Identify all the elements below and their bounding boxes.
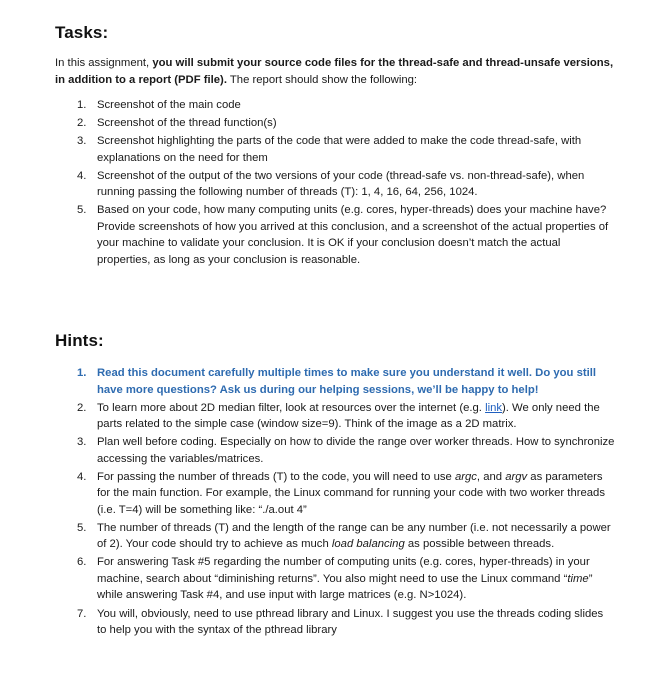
task-item [55, 97, 615, 114]
hint-item [55, 606, 615, 639]
hint-item [55, 400, 615, 433]
task-item [55, 168, 615, 201]
hint-text-mid: , and [476, 470, 506, 483]
hint-text-pre: For passing the number of threads (T) to the code, you will need to use [97, 470, 455, 483]
hint-text-pre: The number of threads (T) and the length of the range can be any number (i.e. not necessarily a power of 2). Your code should try to achieve as much [97, 521, 611, 551]
hint-text-post: as possible between threads. [404, 538, 555, 551]
task-text: Screenshot highlighting the parts of the code that were added to make the code thread-safe, with explanations on the need for them [97, 135, 582, 164]
hint-text-pre: To learn more about 2D median filter, look at resources over the internet (e.g. [97, 401, 486, 414]
hint-item [55, 554, 615, 604]
hint-text-post: ). We only need the parts related to the simple case (window size=9). Think of the image as a 2D matrix. [97, 401, 600, 431]
task-number: 3. [77, 135, 87, 148]
task-number: 4. [77, 169, 87, 182]
hint-number: 7. [77, 607, 87, 620]
hint-text: Plan well before coding. Especially on how to divide the range over worker threads. How to synchronize accessing the variables/matrices. [97, 436, 615, 465]
hint-item [55, 520, 615, 553]
hint-item [55, 434, 615, 467]
intro-suffix: The report should show the following: [226, 73, 418, 86]
hint-number: 6. [77, 556, 87, 569]
task-item [55, 133, 615, 166]
load-balancing-term: load balancing [331, 538, 405, 551]
hint-text-pre: For answering Task #5 regarding the number of computing units (e.g. cores, hyper-threads) in your machine, search about “diminishing returns”. You also might need to use the Linux command “ [97, 556, 590, 585]
task-text: Screenshot of the main code [97, 99, 241, 111]
time-term: time [567, 572, 589, 585]
hint-item [55, 469, 615, 519]
task-item [55, 115, 615, 132]
hint-number: 2. [77, 401, 87, 414]
task-text: Screenshot of the output of the two versions of your code (thread-safe vs. non-thread-safe), when running passing the following number of threads (T): 1, 4, 16, 64, 256, 1024. [97, 169, 585, 199]
hints-list [55, 365, 615, 640]
task-text: Screenshot of the thread function(s) [97, 117, 277, 130]
hint-number: 5. [77, 521, 87, 534]
task-number: 1. [77, 99, 87, 111]
task-text: Based on your code, how many computing units (e.g. cores, hyper-threads) does your machine have? Provide screenshots of how you arrived at this conclusion, and a screenshot of the actual properties of your machine to validate your conclusion. It is OK if your conclusion doesn’t match the actual properties, as long as your conclusion is reasonable. [97, 204, 609, 266]
hint-item [55, 365, 615, 398]
intro-bold: you will submit your source code files for the thread-safe and thread-unsafe versions, in addition to a report (PDF file). [55, 57, 614, 86]
hint-text: You will, obviously, need to use pthread library and Linux. I suggest you use the threads coding slides to help you with the syntax of the pthread library [97, 607, 604, 637]
hint-text-post: ” while answering Task #4, and use input with large matrices (e.g. N>1024). [97, 572, 593, 602]
tasks-list [55, 97, 615, 270]
intro-prefix: In this assignment, [55, 57, 153, 69]
task-number: 2. [77, 117, 87, 130]
resource-link[interactable]: link [485, 401, 503, 414]
tasks-heading: Tasks: [55, 23, 109, 42]
task-number: 5. [77, 204, 87, 217]
hint-number: 4. [77, 470, 87, 483]
hint-text-post: as parameters for the main function. For example, the Linux command for running your code with two worker threads (i.e. T=4) will be something like: “./a.out 4” [97, 470, 605, 516]
hints-heading: Hints: [55, 331, 104, 350]
argv-term: argv [505, 470, 528, 483]
argc-term: argc [454, 470, 477, 483]
task-item [55, 202, 615, 268]
hint-number: 1. [77, 367, 87, 379]
hint-number: 3. [77, 436, 87, 449]
tasks-intro [55, 55, 625, 88]
hint-text: Read this document carefully multiple times to make sure you understand it well. Do you still have more questions? Ask us during our helping sessions, we’ll be happy to help! [97, 367, 597, 396]
